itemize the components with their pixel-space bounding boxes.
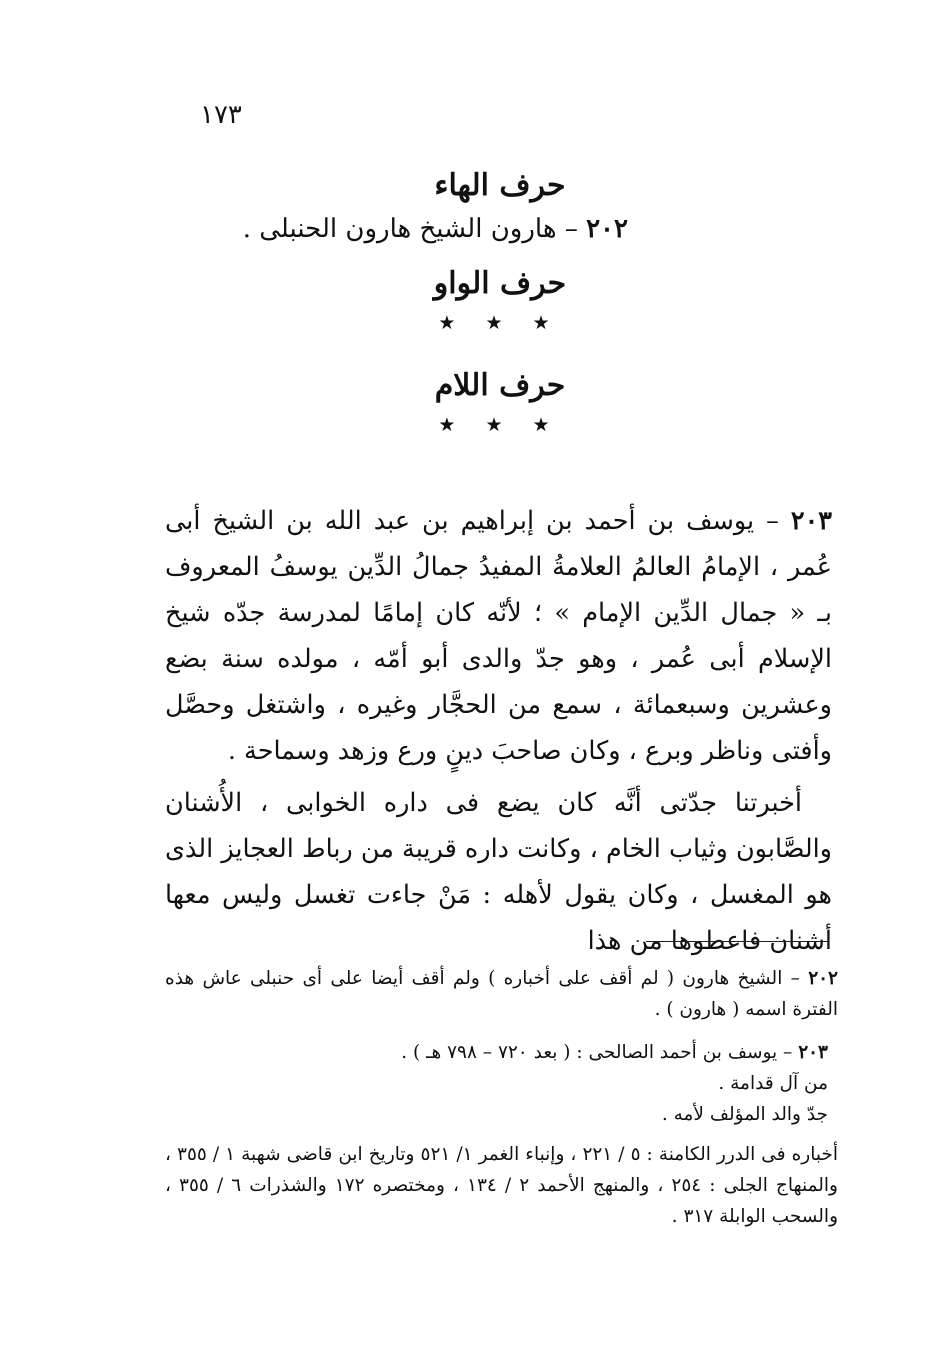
entry-203-number: ٢٠٣: [790, 506, 832, 536]
entry-202: [208, 214, 628, 244]
footnote-divider: [646, 941, 829, 942]
entry-202-number: ٢٠٢: [586, 214, 628, 244]
footnote-sources: أخباره فى الدرر الكامنة : ٥ / ٢٢١ ، وإنباء الغمر ١/ ٥٢١ وتاريخ ابن قاضى شهبة ١ / ٣٥٥ ، والمنهاج الجلى : ٢٥٤ ، والمنهج الأحمد ٢ / ١٣٤ ، ومختصره ١٧٢ والشذرات ٦ / ٣٥٥ ، والسحب الوابلة ٣١٧ .: [165, 1144, 838, 1227]
stars-separator-2: ★ ★ ★: [438, 414, 562, 436]
heading-lam: حرف اللام: [434, 368, 566, 403]
entry-202-text: – هارون الشيخ هارون الحنبلى .: [242, 214, 587, 244]
footnote-202: [165, 963, 838, 1025]
stars-separator-1: ★ ★ ★: [438, 312, 562, 334]
entry-203-body: [165, 498, 832, 964]
footnote-203-line-1: [240, 1037, 828, 1068]
footnote-203-line-1-text: – يوسف بن أحمد الصالحى : ( بعد ٧٢٠ – ٧٩٨ هـ ) .: [401, 1042, 799, 1063]
entry-203-para1-text: – يوسف بن أحمد بن إبراهيم بن عبد الله بن الشيخ أبى عُمر ، الإمامُ العالمُ العلامةُ المفيدُ جمالُ الدِّين يوسفُ المعروف بـ « جمال الدِّين الإمام » ؛ لأنّه كان إمامًا لمدرسة جدّه شيخ الإسلام أبى عُمر ، وهو جدّ والدى أبو أمّه ، مولده سنة بضع وعشرين وسبعمائة ، سمع من الحجَّار وغيره ، واشتغل وحصَّل وأفتى وناظر وبرع ، وكان صاحبَ دينٍ ورع وزهد وسماحة .: [165, 506, 832, 766]
footnote-203-line-2: من آل قدامة .: [718, 1073, 828, 1094]
footnote-203-line-3: جدّ والد المؤلف لأمه .: [661, 1104, 828, 1125]
footnote-203: [240, 1037, 828, 1130]
heading-waw: حرف الواو: [433, 266, 567, 301]
heading-haa: حرف الهاء: [434, 168, 566, 203]
footnote-203-number: ٢٠٣: [798, 1042, 828, 1063]
footnote-202-text: – الشيخ هارون ( لم أقف على أخباره ) ولم أقف أيضا على أى حنبلى عاش هذه الفترة اسمه ( هارون ) .: [165, 968, 838, 1020]
page-number: ١٧٣: [200, 100, 242, 130]
entry-203-paragraph-2: أخبرتنا جدّتى أنَّه كان يضع فى داره الخوابى ، الأُشنان والصَّابون وثياب الخام ، وكانت داره قريبة من رباط العجايز الذى هو المغسل ، وكان يقول لأهله : مَنْ جاءت تغسل وليس معها أشنان فاعطوها من هذا: [165, 788, 832, 956]
entry-203-paragraph-1: [165, 498, 832, 774]
footnote-202-number: ٢٠٢: [808, 968, 838, 989]
